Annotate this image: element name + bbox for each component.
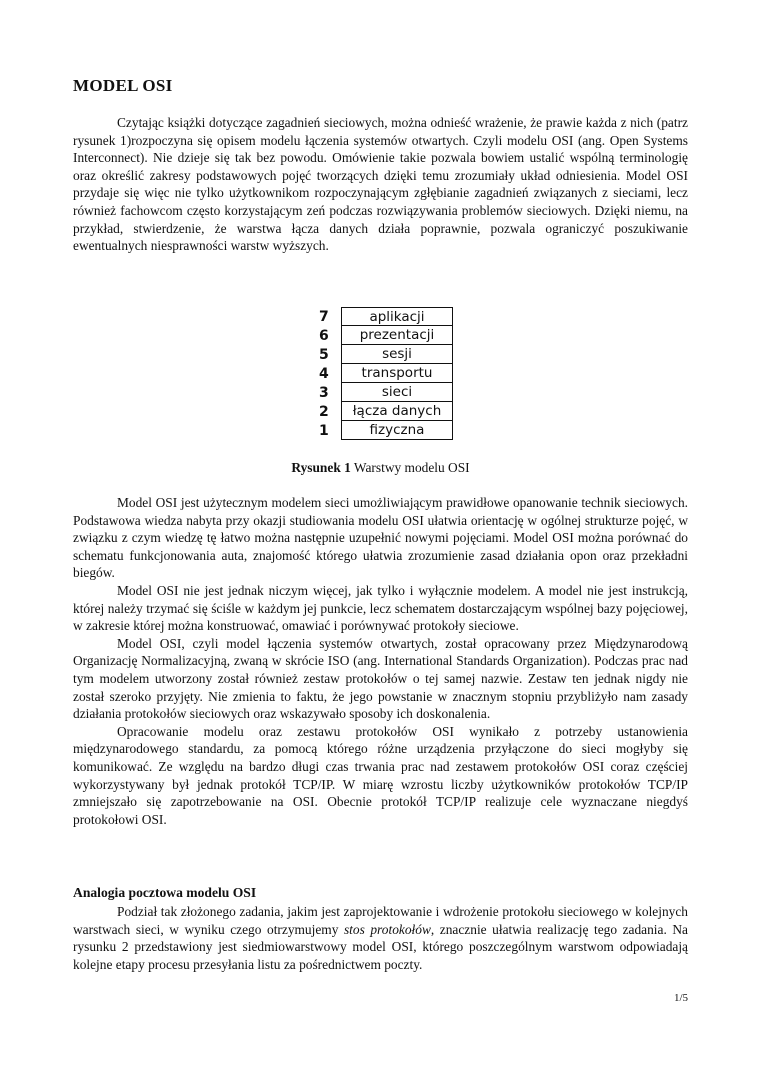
caption-label: Rysunek 1 bbox=[291, 460, 351, 475]
analogia-paragraph bbox=[73, 903, 688, 973]
layer-box: prezentacji bbox=[341, 326, 453, 345]
figure-caption bbox=[73, 460, 688, 476]
layer-row bbox=[319, 326, 453, 345]
layer-row bbox=[319, 383, 453, 402]
layer-number: 6 bbox=[319, 327, 329, 344]
intro-paragraph: Czytając książki dotyczące zagadnień sieciowych, można odnieść wrażenie, że prawie każda z nich (patrz rysunek 1)rozpoczyna się opisem modelu łączenia systemów otwartych. Czyli modelu OSI (ang. Open Systems Interconnect). Nie dzieje się tak bez powodu. Omówienie takie pozwala bowiem ustalić wspólną terminologię oraz określić zakresy podstawowych pojęć tworzących dzięki temu zrozumiały układ odniesienia. Model OSI przydaje się więc nie tylko użytkownikom rozpoczynającym zgłębianie zagadnień związanych z sieciami, lecz również fachowcom często korzystającym zeń podczas rozwiązywania problemów sieciowych. Dzięki niemu, na przykład, stwierdzenie, że warstwa łącza danych działa poprawnie, pozwala ograniczyć poszukiwanie ewentualnych niesprawności warstw wyższych. bbox=[73, 115, 688, 254]
layer-box: sesji bbox=[341, 345, 453, 364]
layer-number: 3 bbox=[319, 384, 329, 401]
body-paragraph: Model OSI nie jest jednak niczym więcej, jak tylko i wyłącznie modelem. A model nie jest instrukcją, której należy trzymać się ściśle w każdym jej punkcie, lecz schematem dostarczającym wspólnej bazy pojęciowej, w zakresie której można konstruować, omawiać i porównywać protokoły sieciowe. bbox=[73, 582, 688, 634]
layer-box: aplikacji bbox=[341, 307, 453, 326]
layer-number: 4 bbox=[319, 365, 329, 382]
body-paragraph: Model OSI jest użytecznym modelem sieci umożliwiającym prawidłowe opanowanie technik sieciowych. Podstawowa wiedza nabyta przy okazji studiowania modelu OSI ułatwia orientację w ogólnej strukturze pojęć, w związku z czym wiedzę tę łatwo można następnie uzupełnić nowymi pojęciami. Model OSI można porównać do schematu funkcjonowania auta, znajomość którego ułatwia zrozumienie zasad działania opon oraz przekładni biegów. bbox=[73, 495, 688, 581]
layer-number: 2 bbox=[319, 403, 329, 420]
layer-row bbox=[319, 421, 453, 440]
body-paragraph: Opracowanie modelu oraz zestawu protokołów OSI wynikało z potrzeby ustanowienia międzynarodowego standardu, za pomocą którego różne urządzenia przyłączone do sieci mogłyby się komunikować. Ze względu na bardzo długi czas trwania prac nad zestawem protokołów OSI coraz częściej wykorzystywany był jednak protokół TCP/IP. W miarę wzrostu liczby użytkowników protokołów TCP/IP zmniejszało się zapotrzebowanie na OSI. Obecnie protokół TCP/IP realizuje cele wyznaczane niegdyś protokołowi OSI. bbox=[73, 723, 688, 827]
layer-row bbox=[319, 345, 453, 364]
page-number: 1/5 bbox=[673, 992, 688, 1004]
analogia-emphasis: stos protokołów bbox=[343, 921, 431, 937]
analogia-text-before: Podział tak złożonego zadania, jakim jest zaprojektowanie i wdrożenie protokołu sieciowego w kolejnych warstwach sieci, w wyniku czego otrzymujemy bbox=[73, 904, 688, 937]
body-text bbox=[73, 494, 688, 828]
analogia-text-after: , znacznie ułatwia realizację tego zadania. Na rysunku 2 przedstawiony jest siedmiowarstwowy model OSI, którego poszczególnym warstwom odpowiadają kolejne etapy procesu przesyłania listu za pośrednictwem poczty. bbox=[73, 921, 688, 972]
layer-row bbox=[319, 402, 453, 421]
section-heading: Analogia pocztowa modelu OSI bbox=[73, 885, 257, 900]
osi-layer-diagram bbox=[319, 307, 453, 440]
layer-number: 1 bbox=[319, 422, 329, 439]
layer-box: transportu bbox=[341, 364, 453, 383]
layer-number: 5 bbox=[319, 346, 329, 363]
layer-row bbox=[319, 364, 453, 383]
layer-box: fizyczna bbox=[341, 421, 453, 440]
layer-row bbox=[319, 307, 453, 326]
page-title: MODEL OSI bbox=[73, 76, 173, 95]
body-paragraph: Model OSI, czyli model łączenia systemów otwartych, został opracowany przez Międzynarodową Organizację Normalizacyjną, zwaną w skrócie ISO (ang. International Standards Organization). Podczas prac nad tym modelem utworzony został również zestaw protokołów o tej samej nazwie. Zestaw ten jednak nigdy nie został szeroko przyjęty. Nie zmienia to faktu, że jego powstanie w znacznym stopniu przybliżyło nam zasady działania protokołów sieciowych oraz wskazywało sposoby ich doskonalenia. bbox=[73, 635, 688, 722]
caption-text: Warstwy modelu OSI bbox=[350, 460, 470, 475]
layer-box: łącza danych bbox=[341, 402, 453, 421]
layer-number: 7 bbox=[319, 308, 329, 325]
layer-box: sieci bbox=[341, 383, 453, 402]
